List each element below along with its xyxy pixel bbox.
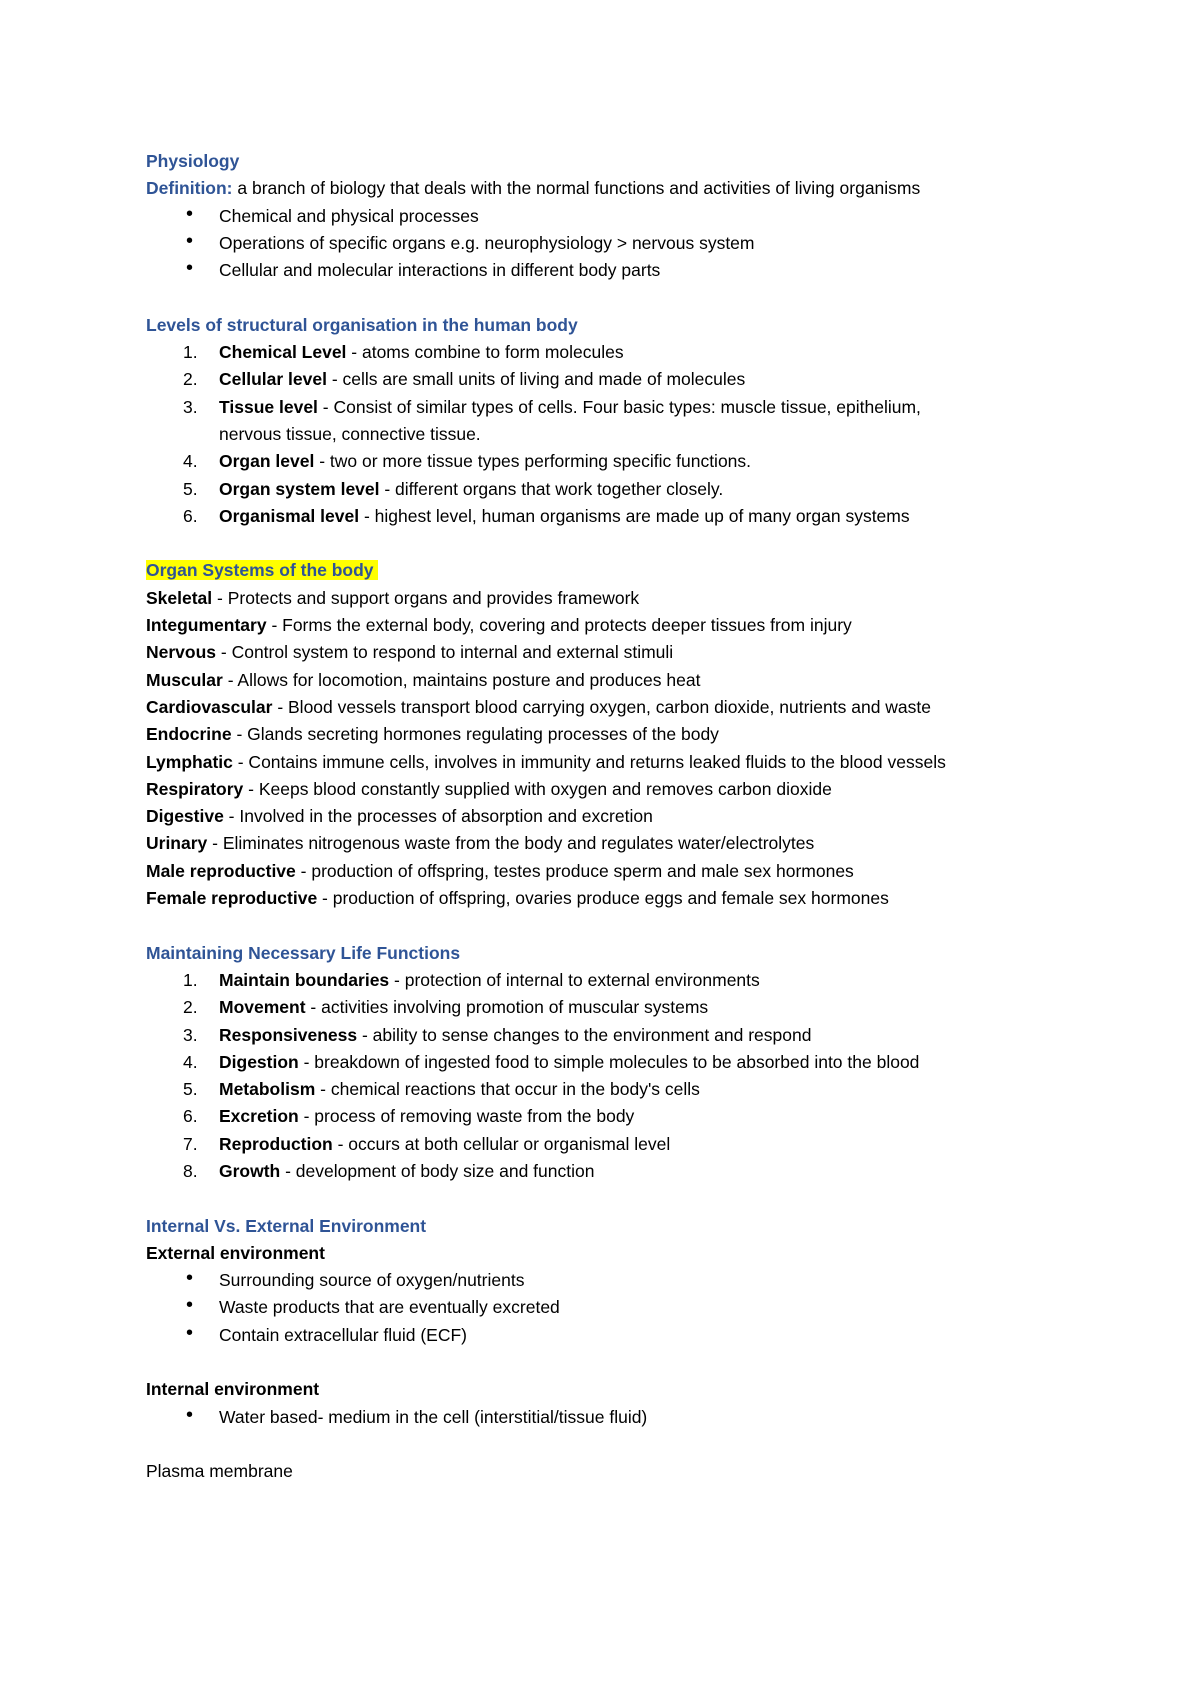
list-item: Lymphatic - Contains immune cells, involves in immunity and returns leaked fluids to the blood vessels — [146, 751, 946, 772]
levels-list — [146, 339, 1086, 530]
list-item: 6. Organismal level - highest level, human organisms are made up of many organ systems — [183, 505, 910, 526]
list-item: 3. Responsiveness - ability to sense changes to the environment and respond — [183, 1024, 812, 1045]
list-item: Male reproductive - production of offspring, testes produce sperm and male sex hormones — [146, 860, 854, 881]
heading-physiology: Physiology — [146, 151, 240, 171]
list-item: Urinary - Eliminates nitrogenous waste from the body and regulates water/electrolytes — [146, 833, 815, 854]
heading-organ-systems: Organ Systems of the body — [146, 560, 378, 580]
list-item: 3. Tissue level - Consist of similar types of cells. Four basic types: muscle tissue, epithelium, nervous tissue, connective tissue. — [183, 396, 921, 444]
internal-bullet-list — [146, 1404, 1086, 1431]
list-item: 8. Growth - development of body size and function — [183, 1160, 595, 1181]
definition-text: a branch of biology that deals with the normal functions and activities of living organisms — [232, 178, 921, 199]
external-bullet-list — [146, 1267, 1086, 1349]
definition-label: Definition: — [146, 178, 233, 199]
list-item: 5. Metabolism - chemical reactions that occur in the body's cells — [183, 1079, 700, 1100]
list-item: Endocrine - Glands secreting hormones regulating processes of the body — [146, 724, 719, 745]
internal-environment-title: Internal environment — [146, 1379, 320, 1400]
heading-levels: Levels of structural organisation in the human body — [146, 314, 578, 335]
list-item: 5. Organ system level - different organs that work together closely. — [183, 478, 724, 499]
external-environment-title: External environment — [146, 1242, 325, 1263]
physiology-bullet-list — [146, 203, 1086, 285]
list-item: Female reproductive - production of offspring, ovaries produce eggs and female sex hormones — [146, 888, 889, 909]
plasma-membrane-text: Plasma membrane — [146, 1461, 293, 1482]
list-item: 2. Cellular level - cells are small units of living and made of molecules — [183, 369, 746, 390]
list-item: • Surrounding source of oxygen/nutrients — [146, 1267, 1086, 1294]
list-item: Respiratory - Keeps blood constantly supplied with oxygen and removes carbon dioxide — [146, 778, 832, 799]
list-item: Cardiovascular - Blood vessels transport blood carrying oxygen, carbon dioxide, nutrients and waste — [146, 696, 932, 717]
list-item: 2. Movement - activities involving promotion of muscular systems — [183, 997, 709, 1018]
list-item: 6. Excretion - process of removing waste from the body — [183, 1106, 635, 1127]
list-item: Integumentary - Forms the external body, covering and protects deeper tissues from injury — [146, 615, 852, 636]
list-item: 1. Maintain boundaries - protection of internal to external environments — [183, 969, 760, 990]
list-item: Skeletal - Protects and support organs and provides framework — [146, 587, 640, 608]
heading-environment: Internal Vs. External Environment — [146, 1215, 427, 1236]
list-item: 1. Chemical Level - atoms combine to form molecules — [183, 342, 624, 363]
list-item: 4. Digestion - breakdown of ingested food to simple molecules to be absorbed into the blood — [183, 1051, 920, 1072]
document-body — [146, 148, 1086, 1486]
list-item: • Chemical and physical processes — [146, 203, 1086, 230]
list-item: • Contain extracellular fluid (ECF) — [146, 1322, 1086, 1349]
list-item: • Water based- medium in the cell (interstitial/tissue fluid) — [146, 1404, 1086, 1431]
list-item: • Waste products that are eventually excreted — [146, 1294, 1086, 1321]
organ-systems-list — [146, 585, 1086, 913]
list-item: 7. Reproduction - occurs at both cellular or organismal level — [183, 1133, 671, 1154]
list-item: 4. Organ level - two or more tissue types performing specific functions. — [183, 451, 752, 472]
heading-organ-systems-wrapper — [146, 557, 1086, 584]
heading-life-functions: Maintaining Necessary Life Functions — [146, 942, 461, 963]
life-functions-list — [146, 967, 1086, 1185]
definition-line — [146, 175, 1086, 202]
list-item: Nervous - Control system to respond to internal and external stimuli — [146, 642, 674, 663]
list-item: • Operations of specific organs e.g. neurophysiology > nervous system — [146, 230, 1086, 257]
list-item: Muscular - Allows for locomotion, maintains posture and produces heat — [146, 669, 701, 690]
list-item: • Cellular and molecular interactions in different body parts — [146, 257, 1086, 284]
list-item: Digestive - Involved in the processes of absorption and excretion — [146, 806, 653, 827]
